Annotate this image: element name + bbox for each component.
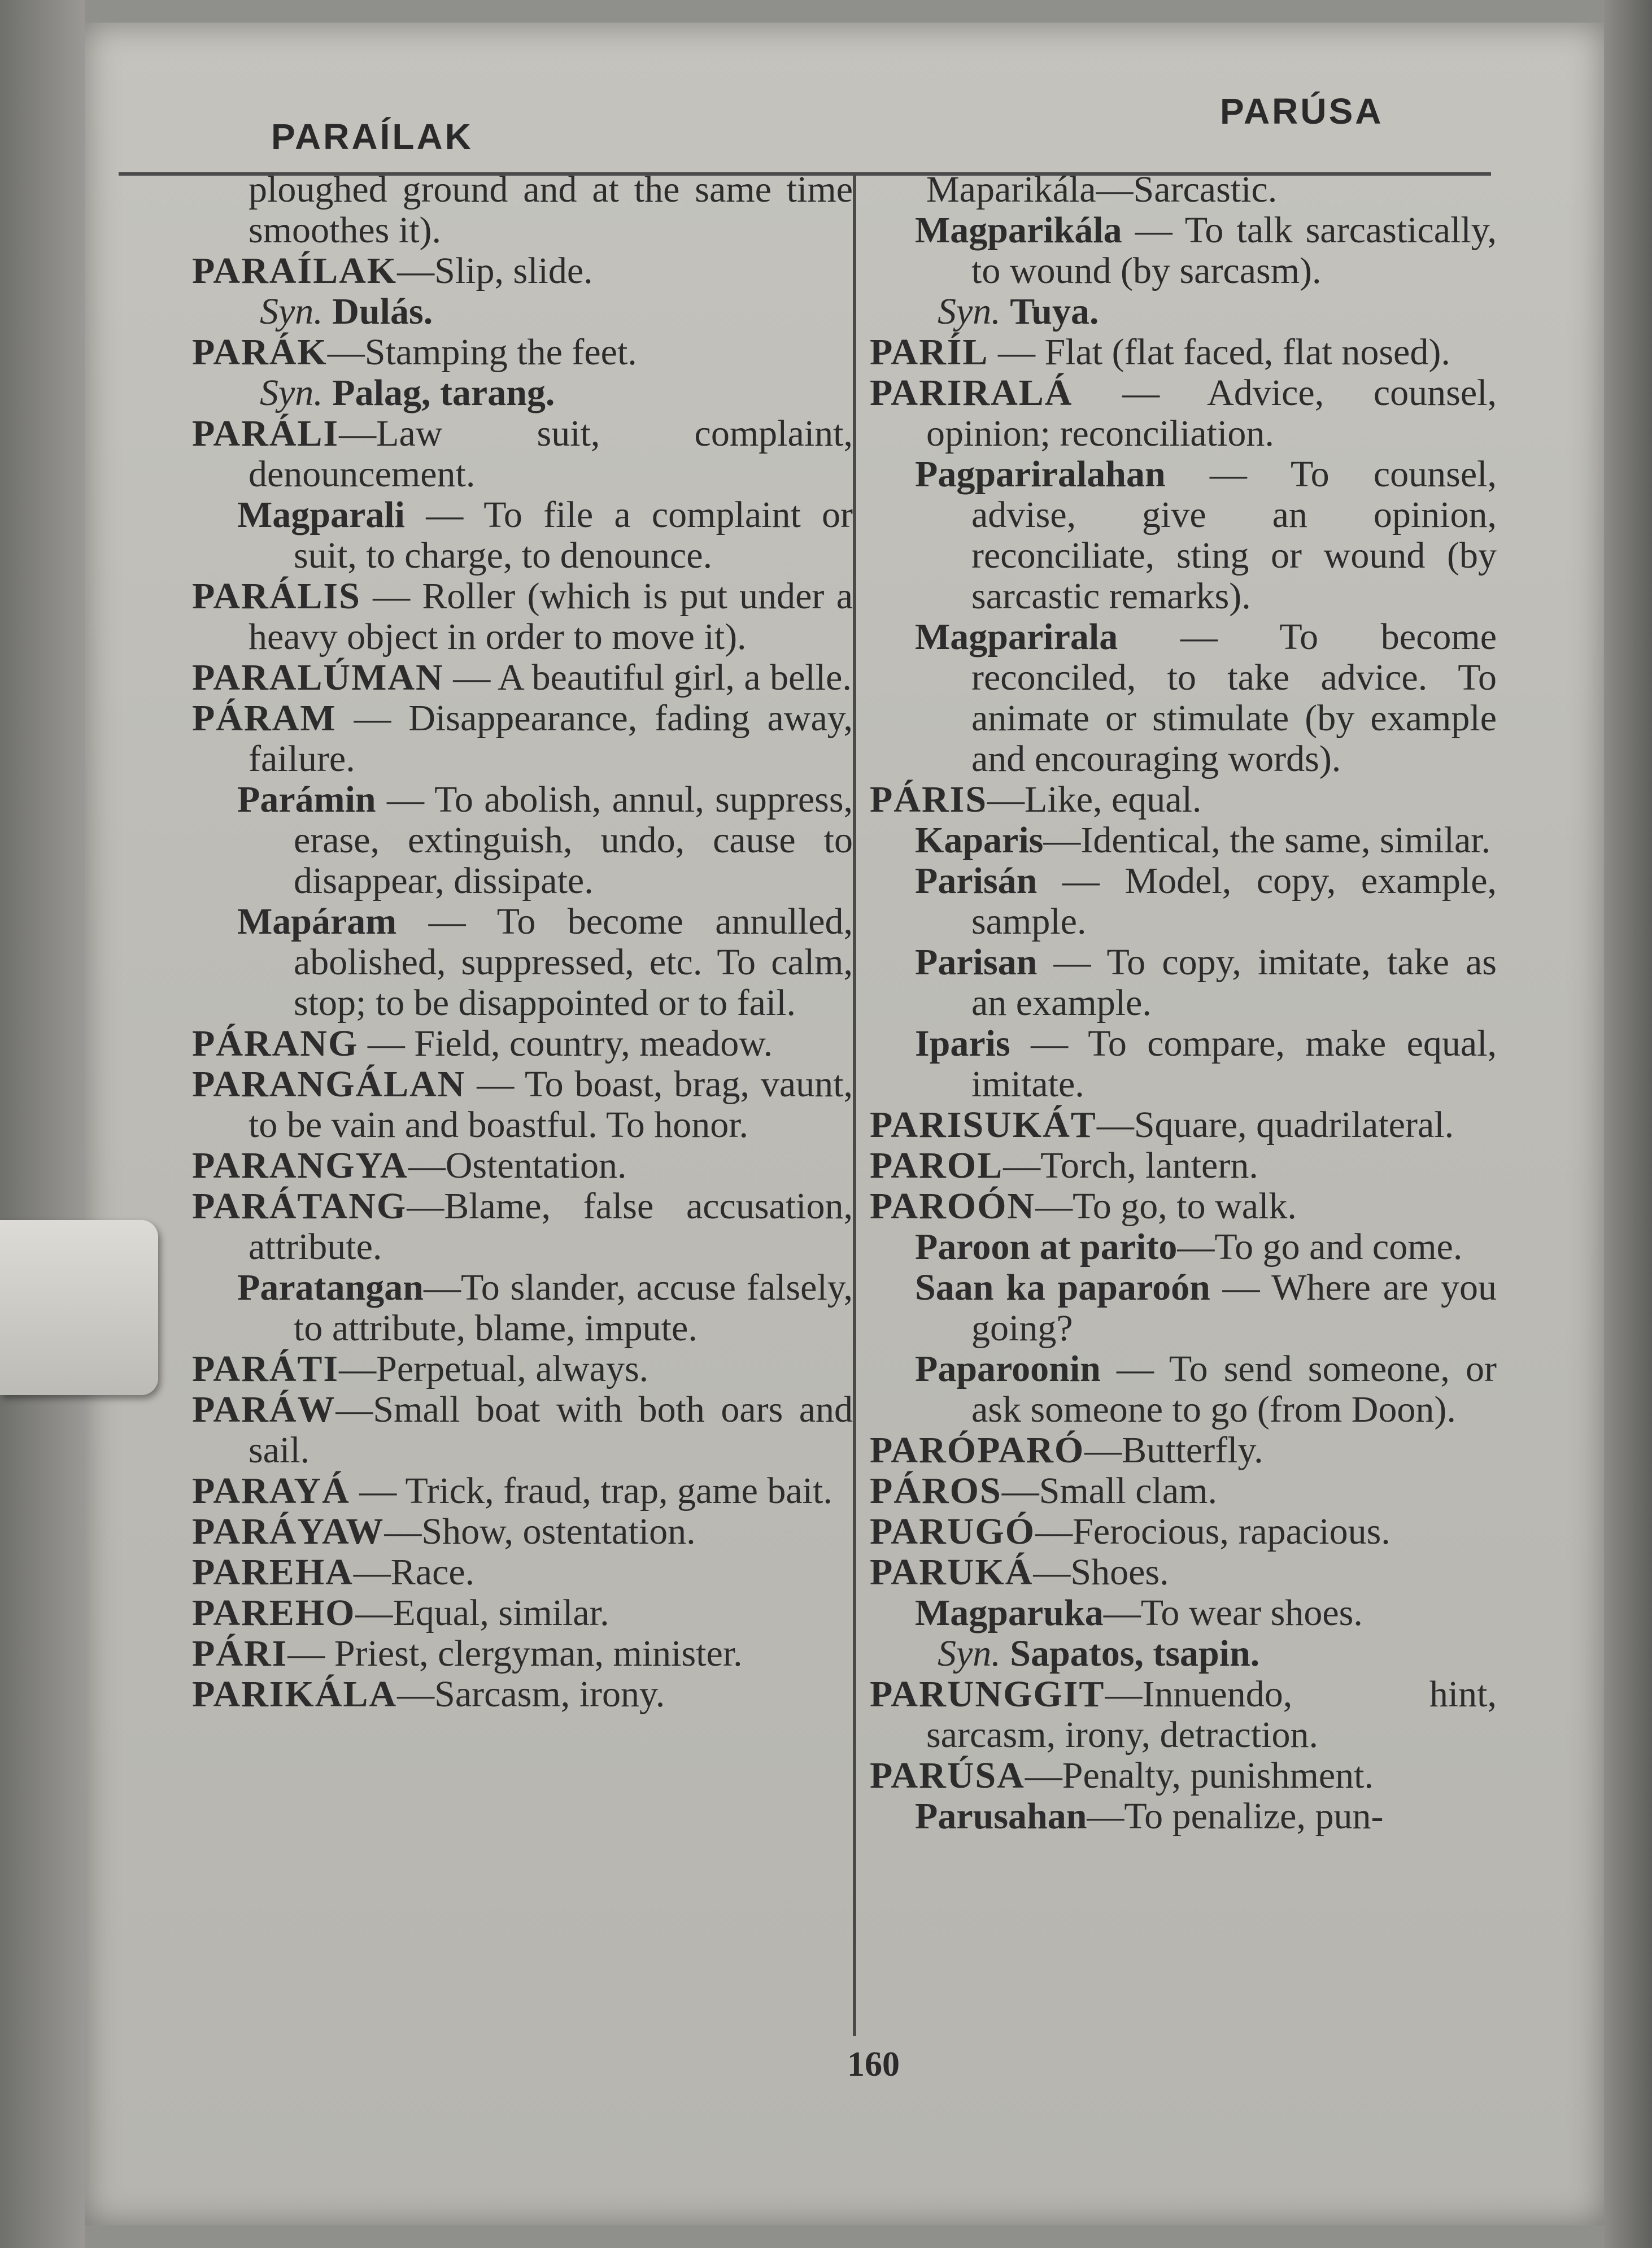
dictionary-entry	[870, 1674, 1497, 1755]
definition: —Shoes.	[1033, 1552, 1169, 1593]
dictionary-entry	[870, 1186, 1497, 1227]
dictionary-entry	[192, 332, 853, 373]
dictionary-entry	[192, 1186, 853, 1267]
headword: PARÁYAW	[192, 1511, 385, 1552]
headword: PÁRI	[192, 1633, 288, 1674]
dictionary-entry	[870, 373, 1497, 454]
headword: PARÍL	[870, 332, 989, 373]
headword: PARIRALÁ	[870, 372, 1073, 413]
headword: PARÁLI	[192, 413, 339, 454]
synonym-words: Dulás.	[332, 291, 433, 332]
definition: —Identical, the same, similar.	[1043, 820, 1491, 861]
dictionary-entry	[870, 779, 1497, 820]
headword: PARAYÁ	[192, 1470, 350, 1511]
headword: PÁROS	[870, 1470, 1002, 1511]
synonym-words: Tuya.	[1010, 291, 1099, 332]
definition: —Ostentation.	[408, 1145, 627, 1186]
definition: —Perpetual, always.	[339, 1348, 649, 1389]
headword: PARÁW	[192, 1389, 336, 1430]
definition: —Small boat with both oars and sail.	[249, 1389, 853, 1471]
sub-entry	[870, 1267, 1497, 1349]
definition: —Small clam.	[1001, 1470, 1217, 1511]
headword: PÁRIS	[870, 779, 988, 820]
sub-headword: Paratangan	[237, 1267, 424, 1308]
definition: — Field, country, meadow.	[358, 1023, 773, 1064]
headword: PARALÚMAN	[192, 657, 444, 698]
definition: — Flat (flat faced, flat nosed).	[988, 332, 1450, 373]
sub-entry	[870, 1593, 1497, 1633]
synonym-label: Syn.	[938, 1633, 1001, 1674]
sub-entry	[870, 861, 1497, 942]
dictionary-entry	[870, 1105, 1497, 1145]
sub-entry	[192, 779, 853, 901]
definition: —Show, ostentation.	[384, 1511, 696, 1552]
dictionary-entry	[870, 1511, 1497, 1552]
entry-continuation	[870, 169, 1497, 210]
book-spine-shadow	[0, 0, 85, 2248]
continuation-text: ploughed ground and at the same time smoothes it).	[249, 169, 853, 251]
definition: —Race.	[353, 1552, 475, 1593]
definition: —Square, quadrilateral.	[1096, 1104, 1454, 1145]
dictionary-entry	[192, 576, 853, 657]
definition: —Torch, lantern.	[1003, 1145, 1258, 1186]
synonym-line	[870, 291, 1497, 332]
definition: —Butterfly.	[1084, 1430, 1263, 1471]
definition: — To counsel, advise, give an opinion, reconciliate, sting or wound (by sarcastic remarks).	[971, 454, 1497, 617]
dictionary-entry	[192, 1349, 853, 1389]
headword: PARÁTANG	[192, 1186, 407, 1227]
synonym-label: Syn.	[260, 372, 323, 413]
sub-headword: Magparali	[237, 494, 405, 535]
sub-headword: Magparirala	[915, 616, 1118, 657]
definition: —To penalize, pun-	[1087, 1796, 1384, 1837]
definition: — To send someone, or ask someone to go (from Doon).	[971, 1348, 1497, 1430]
headword: PARANGÁLAN	[192, 1064, 466, 1105]
dictionary-entry	[192, 1064, 853, 1145]
dictionary-entry	[870, 332, 1497, 373]
synonym-line	[192, 291, 853, 332]
sub-headword: Iparis	[915, 1023, 1010, 1064]
definition: —Stamping the feet.	[327, 332, 637, 373]
headword: PARÁK	[192, 332, 328, 373]
sub-entry	[870, 454, 1497, 617]
definition: —Ferocious, rapacious.	[1035, 1511, 1391, 1552]
sub-entry	[192, 495, 853, 576]
definition: —To go and come.	[1177, 1226, 1463, 1267]
headword: PARUNGGIT	[870, 1674, 1105, 1715]
dictionary-entry	[192, 413, 853, 495]
sub-headword: Parámin	[237, 779, 376, 820]
sub-headword: Kaparis	[915, 820, 1044, 861]
dictionary-entry	[870, 1755, 1497, 1796]
synonym-label: Syn.	[260, 291, 323, 332]
header-right-guide-word: PARÚSA	[1220, 91, 1384, 132]
column-divider	[853, 172, 856, 2036]
dictionary-entry	[192, 1593, 853, 1633]
headword: PAROL	[870, 1145, 1004, 1186]
dictionary-entry	[192, 1633, 853, 1674]
dictionary-entry	[870, 1471, 1497, 1511]
sub-entry	[870, 942, 1497, 1023]
definition: —Penalty, punishment.	[1025, 1755, 1374, 1796]
page-number: 160	[847, 2045, 900, 2084]
sub-entry	[192, 1267, 853, 1349]
definition: — Advice, counsel, opinion; reconciliation.	[926, 372, 1497, 454]
headword: PAREHO	[192, 1592, 356, 1633]
definition: —To wear shoes.	[1103, 1592, 1363, 1633]
definition: — To become annulled, abolished, suppressed, etc. To calm, stop; to be disappointed or to fail.	[294, 901, 853, 1023]
sub-entry	[870, 1796, 1497, 1837]
headword: PARUGÓ	[870, 1511, 1036, 1552]
sub-headword: Paparoonin	[915, 1348, 1101, 1389]
definition: —To go, to walk.	[1035, 1186, 1297, 1227]
dictionary-entry	[192, 251, 853, 291]
dictionary-entry	[192, 1471, 853, 1511]
dictionary-entry	[870, 1552, 1497, 1593]
definition: —Like, equal.	[987, 779, 1202, 820]
entry-continuation	[192, 169, 853, 251]
headword: PARANGYA	[192, 1145, 408, 1186]
definition: — Where are you going?	[971, 1267, 1497, 1349]
sub-entry	[192, 901, 853, 1023]
headword: PARÁTI	[192, 1348, 339, 1389]
dictionary-entry	[192, 698, 853, 779]
headword: PÁRAM	[192, 698, 337, 739]
headword: PARÚSA	[870, 1755, 1025, 1796]
definition: — To copy, imitate, take as an example.	[971, 942, 1497, 1023]
definition: — To talk sarcastically, to wound (by sarcasm).	[971, 210, 1497, 291]
dictionary-entry	[192, 1674, 853, 1715]
synonym-words: Palag, tarang.	[332, 372, 555, 413]
dictionary-entry	[192, 1145, 853, 1186]
dictionary-entry	[192, 1023, 853, 1064]
dictionary-entry	[870, 1145, 1497, 1186]
bookmark-tab	[0, 1220, 158, 1395]
left-column	[192, 169, 853, 1715]
sub-headword: Magparuka	[915, 1592, 1104, 1633]
definition: —Law suit, complaint, denouncement.	[249, 413, 853, 495]
sub-headword: Paroon at parito	[915, 1226, 1178, 1267]
dictionary-entry	[192, 657, 853, 698]
definition: —Sarcasm, irony.	[397, 1674, 665, 1715]
definition: —Equal, similar.	[355, 1592, 609, 1633]
sub-entry	[870, 1023, 1497, 1105]
sub-entry	[870, 1227, 1497, 1267]
headword: PAROÓN	[870, 1186, 1036, 1227]
headword: PARÁLIS	[192, 576, 361, 617]
sub-entry	[870, 210, 1497, 291]
definition: — To compare, make equal, imitate.	[971, 1023, 1497, 1105]
definition: — A beautiful girl, a belle.	[443, 657, 852, 698]
definition: —Slip, slide.	[397, 250, 593, 291]
right-column	[870, 169, 1497, 1837]
header-left-guide-word: PARAÍLAK	[271, 116, 473, 157]
headword: PARAÍLAK	[192, 250, 398, 291]
definition: — Trick, fraud, trap, game bait.	[350, 1470, 832, 1511]
dictionary-entry	[192, 1389, 853, 1471]
definition: — Roller (which is put under a heavy object in order to move it).	[249, 576, 853, 657]
headword: PARISUKÁT	[870, 1104, 1097, 1145]
sub-headword: Magparikála	[915, 210, 1122, 251]
definition: — Disappearance, fading away, failure.	[249, 698, 853, 779]
synonym-words: Sapatos, tsapin.	[1010, 1633, 1260, 1674]
synonym-line	[870, 1633, 1497, 1674]
sub-headword: Pagpariralahan	[915, 454, 1166, 495]
headword: PAREHA	[192, 1552, 354, 1593]
sub-entry	[870, 1349, 1497, 1430]
sub-headword: Mapáram	[237, 901, 397, 942]
definition: —Blame, false accusation, attribute.	[249, 1186, 853, 1267]
headword: PARUKÁ	[870, 1552, 1034, 1593]
page-edge-shadow	[1604, 0, 1652, 2248]
dictionary-entry	[870, 1430, 1497, 1471]
definition: — Priest, clergyman, minister.	[287, 1633, 743, 1674]
sub-headword: Parisán	[915, 860, 1038, 901]
dictionary-entry	[192, 1552, 853, 1593]
sub-headword: Saan ka paparoón	[915, 1267, 1210, 1308]
definition: — To become reconciled, to take advice. To animate or stimulate (by example and encouraging words).	[971, 616, 1497, 779]
synonym-line	[192, 373, 853, 413]
definition: — Model, copy, example, sample.	[971, 860, 1497, 942]
definition: — To boast, brag, vaunt, to be vain and boastful. To honor.	[249, 1064, 853, 1145]
headword: PARÓPARÓ	[870, 1430, 1085, 1471]
sub-headword: Parusahan	[915, 1796, 1087, 1837]
definition: —To slander, accuse falsely, to attribute, blame, impute.	[294, 1267, 853, 1349]
sub-headword: Parisan	[915, 942, 1038, 983]
dictionary-entry	[192, 1511, 853, 1552]
headword: PARIKÁLA	[192, 1674, 398, 1715]
headword: PÁRANG	[192, 1023, 359, 1064]
definition: —Innuendo, hint, sarcasm, irony, detraction.	[926, 1674, 1497, 1755]
synonym-label: Syn.	[938, 291, 1001, 332]
definition: — To file a complaint or suit, to charge, to denounce.	[294, 494, 853, 576]
sub-entry	[870, 820, 1497, 861]
definition: — To abolish, annul, suppress, erase, extinguish, undo, cause to disappear, dissipate.	[294, 779, 853, 901]
sub-entry	[870, 617, 1497, 779]
continuation-text: Maparikála—Sarcastic.	[926, 169, 1278, 210]
